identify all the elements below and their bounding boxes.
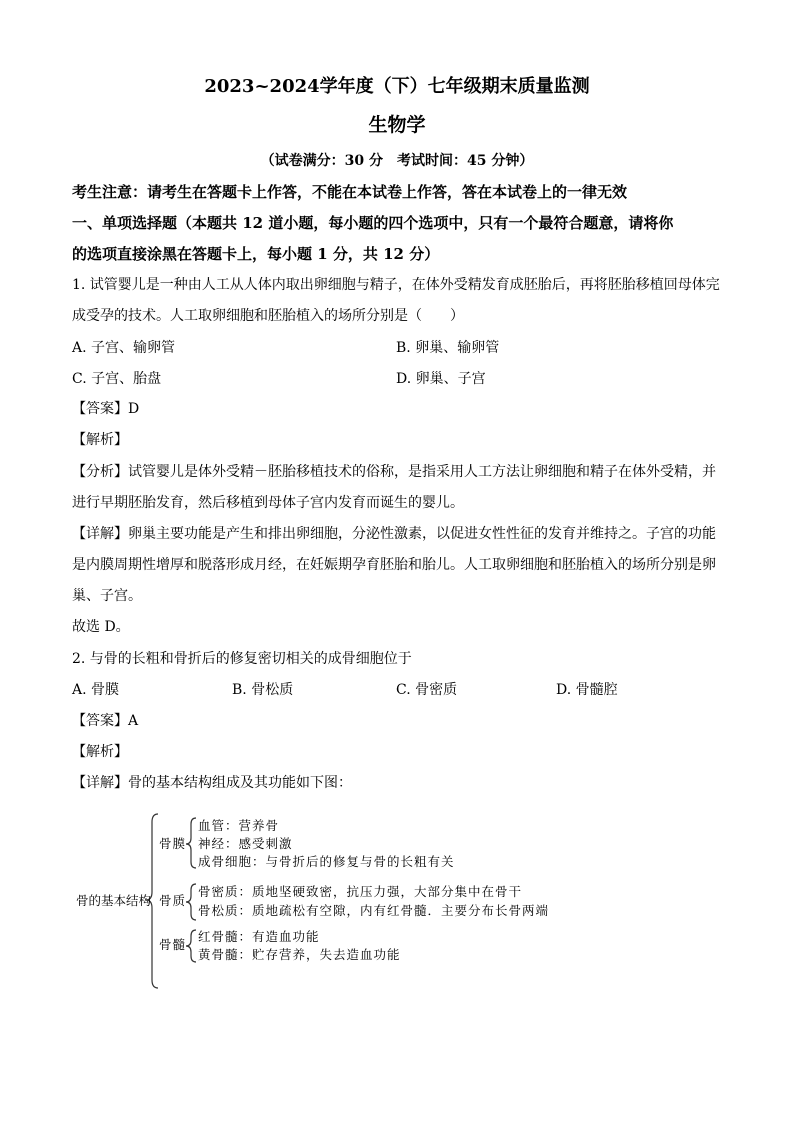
group-periosteum-label: 骨膜 (159, 836, 187, 851)
q1-analysis-label: 【解析】 (72, 432, 128, 448)
subject-title: 生物学 (368, 114, 426, 136)
q2-stem: 2. 与骨的长粗和骨折后的修复密切相关的成骨细胞位于 (72, 651, 412, 667)
q2-option-b: B. 骨松质 (232, 682, 294, 698)
periosteum-item-osteoblasts: 成骨细胞：与骨折后的修复与骨的长粗有关 (198, 854, 455, 869)
section-heading-line1: 一、单项选择题（本题共 12 道小题，每小题的四个选项中，只有一个最符合题意，请将你 (72, 214, 674, 232)
section-heading-line2: 的选项直接涂黑在答题卡上，每小题 1 分，共 12 分） (72, 245, 440, 263)
marrow-brace (186, 930, 196, 962)
q1-fenxi-line2: 进行早期胚胎发育，然后移植到母体子宫内发育而诞生的婴儿。 (72, 495, 464, 511)
group-bone-substance-label: 骨质 (159, 893, 187, 908)
q1-option-c: C. 子宫、胎盘 (72, 371, 162, 387)
diagram-root-label: 骨的基本结构 (76, 893, 152, 908)
q1-detail-line3: 巢、子宫。 (72, 588, 142, 604)
q1-detail-line1: 【详解】卵巢主要功能是产生和排出卵细胞，分泌性激素，以促进女性性征的发育并维持之。子宫的功能 (72, 526, 716, 542)
q1-stem-line2: 成受孕的技术。人工取卵细胞和胚胎植入的场所分别是（ ） (72, 308, 464, 324)
q1-fenxi-line1: 【分析】试管婴儿是体外受精－胚胎移植技术的俗称，是指采用人工方法让卵细胞和精子在体外受精，并 (72, 464, 716, 480)
q1-stem-line1: 1. 试管婴儿是一种由人工从人体内取出卵细胞与精子，在体外受精发育成胚胎后，再将胚胎移植回母体完 (72, 277, 720, 293)
q2-detail: 【详解】骨的基本结构组成及其功能如下图： (72, 775, 352, 791)
bone-substance-brace (186, 884, 196, 920)
exam-title: 2023~2024学年度（下）七年级期末质量监测 (204, 76, 590, 97)
notice: 考生注意：请考生在答题卡上作答，不能在本试卷上作答，答在本试卷上的一律无效 (72, 183, 628, 201)
q2-analysis-label: 【解析】 (72, 744, 128, 760)
periosteum-item-nerves: 神经：感受刺激 (198, 836, 293, 851)
q1-option-d: D. 卵巢、子宫 (396, 371, 486, 387)
q1-detail-line2: 是内膜周期性增厚和脱落形成月经，在妊娠期孕育胚胎和胎儿。人工取卵细胞和胚胎植入的场所分别是卵 (72, 557, 716, 573)
bone-substance-item-compact: 骨密质：质地坚硬致密，抗压力强，大部分集中在骨干 (198, 884, 523, 899)
q1-option-a: A. 子宫、输卵管 (72, 340, 176, 356)
marrow-item-red: 红骨髓：有造血功能 (198, 929, 320, 944)
exam-info: （试卷满分：30 分 考试时间：45 分钟） (260, 153, 534, 169)
bone-substance-item-spongy: 骨松质：质地疏松有空隙，内有红骨髓．主要分布长骨两端 (198, 903, 550, 918)
bone-structure-diagram (70, 810, 630, 995)
q2-answer: 【答案】A (72, 713, 139, 729)
periosteum-item-vessels: 血管：营养骨 (198, 818, 280, 833)
q1-option-b: B. 卵巢、输卵管 (396, 340, 500, 356)
marrow-item-yellow: 黄骨髓：贮存营养，失去造血功能 (198, 947, 401, 962)
q2-option-a: A. 骨膜 (72, 682, 120, 698)
q1-answer: 【答案】D (72, 401, 140, 417)
q2-option-d: D. 骨髓腔 (556, 682, 618, 698)
periosteum-brace (186, 818, 196, 868)
q1-conclusion: 故选 D。 (72, 619, 130, 635)
group-marrow-label: 骨髓 (159, 937, 187, 952)
q2-option-c: C. 骨密质 (396, 682, 458, 698)
